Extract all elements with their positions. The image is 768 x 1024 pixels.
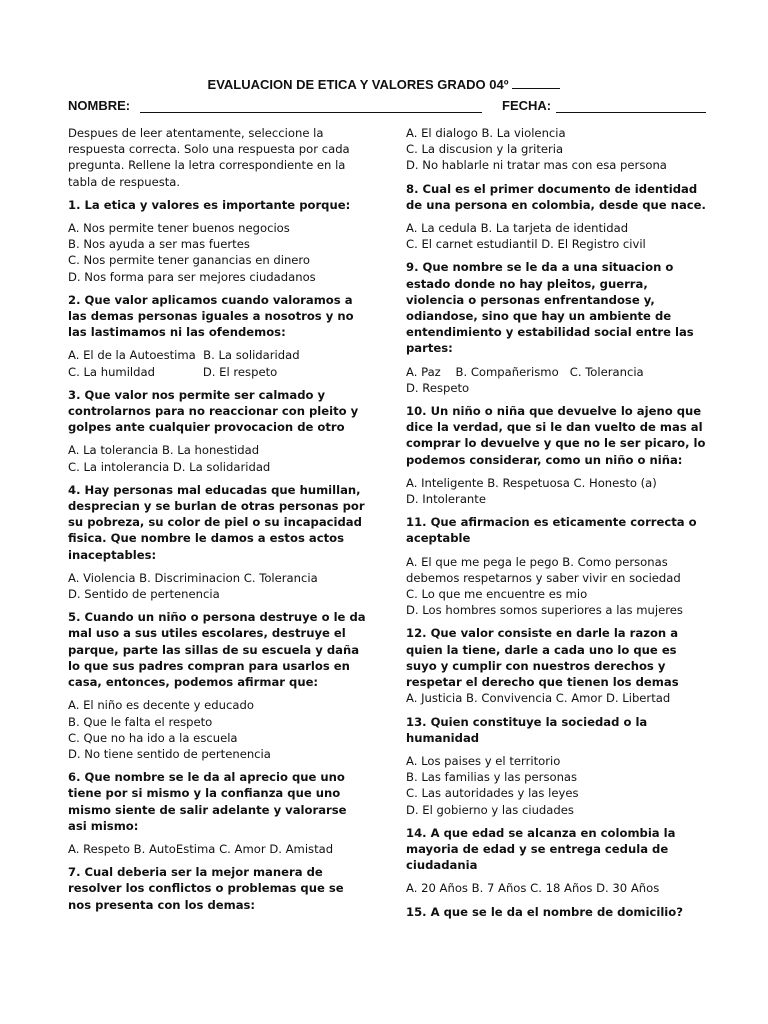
question-4-options: [68, 570, 368, 602]
question-10-options: [406, 475, 710, 507]
option: A. La cedula B. La tarjeta de identidad: [406, 221, 629, 236]
right-column: [406, 125, 710, 927]
question-14-options: [406, 880, 710, 896]
option: C. Las autoridades y las leyes: [406, 786, 579, 801]
option: C. Lo que me encuentre es mio: [406, 587, 588, 602]
question-12: 12. Que valor consiste en darle la razon a quien la tiene, darle a cada uno lo que es suyo y cumplir con nuestros derechos y respetar el derecho que tienen los demas: [406, 626, 679, 690]
option: A. Respeto B. AutoEstima C. Amor D. Amistad: [68, 841, 334, 856]
option: A. El que me pega le pego B. Como personas: [406, 554, 668, 569]
option: D. Respeto: [406, 380, 470, 395]
option: A. Los paises y el territorio: [406, 753, 561, 768]
question-9: 9. Que nombre se le da a una situacion o estado donde no hay pleitos, guerra, violencia o personas enfrentandose y, odiandose, sino que hay un ambiente de entendimiento y estabilidad social entre las partes:: [406, 260, 694, 356]
question-6: 6. Que nombre se le da al aprecio que uno tiene por si mismo y la confianza que uno mismo siente de salir adelante y valorarse asi mismo:: [68, 770, 347, 833]
option: C. El carnet estudiantil D. El Registro civil: [406, 237, 646, 252]
question-9-options: [406, 364, 710, 396]
option: D. Nos forma para ser mejores ciudadanos: [68, 269, 316, 284]
question-13: 13. Quien constituye la sociedad o la humanidad: [406, 714, 648, 745]
option: B. Nos ayuda a ser mas fuertes: [68, 237, 250, 252]
option: D. Los hombres somos superiores a las mujeres: [406, 603, 683, 618]
question-13-options: [406, 753, 710, 818]
question-7: 7. Cual deberia ser la mejor manera de resolver los conflictos o problemas que se nos presenta con los demas:: [68, 865, 344, 912]
question-8: 8. Cual es el primer documento de identidad de una persona en colombia, desde que nace.: [406, 181, 706, 212]
question-8-options: [406, 220, 710, 252]
date-label: FECHA:: [502, 98, 552, 113]
name-blank-line: [140, 112, 482, 113]
question-1-options: [68, 220, 368, 285]
question-11-options: [406, 554, 710, 619]
question-1: 1. La etica y valores es importante porque:: [68, 197, 351, 212]
left-column: [68, 125, 368, 920]
date-blank-line: [556, 112, 706, 113]
option: D. Sentido de pertenencia: [68, 587, 220, 602]
option: C. La humildad D. El respeto: [68, 364, 278, 379]
option: C. La intolerancia D. La solidaridad: [68, 459, 271, 474]
option: C. La discusion y la griteria: [406, 142, 564, 157]
exam-title-text: EVALUACION DE ETICA Y VALORES GRADO 04º: [207, 77, 509, 92]
question-5: 5. Cuando un niño o persona destruye o le da mal uso a sus utiles escolares, destruye el parque, parte las sillas de su escuela y daña lo que sus padres compran para usarlos en casa, entonces, podemos afirmar que:: [68, 610, 366, 690]
option: B. Que le falta el respeto: [68, 714, 213, 729]
option: A. 20 Años B. 7 Años C. 18 Años D. 30 Años: [406, 881, 660, 896]
option: D. No hablarle ni tratar mas con esa persona: [406, 158, 667, 173]
option: A. Inteligente B. Respetuosa C. Honesto (a): [406, 475, 657, 490]
question-10: 10. Un niño o niña que devuelve lo ajeno que dice la verdad, que si le dan vuelto de mas al comprar lo devuelve y que no le ser picaro, lo podemos considerar, como un niño o niña:: [406, 404, 706, 467]
option: debemos respetarnos y saber vivir en sociedad: [406, 570, 681, 585]
option: A. El de la Autoestima B. La solidaridad: [68, 348, 300, 363]
question-15: 15. A que se le da el nombre de domicilio?: [406, 904, 683, 919]
question-4: 4. Hay personas mal educadas que humillan, desprecian y se burlan de otras personas por su pobreza, su color de piel o su incapacidad fisica. Que nombre le damos a estos actos inaceptables:: [68, 482, 365, 562]
option: A. El dialogo B. La violencia: [406, 126, 566, 140]
question-5-options: [68, 697, 368, 762]
option: A. El niño es decente y educado: [68, 698, 254, 713]
option: A. Violencia B. Discriminacion C. Tolerancia: [68, 570, 318, 585]
option: D. No tiene sentido de pertenencia: [68, 746, 271, 761]
question-14: 14. A que edad se alcanza en colombia la mayoria de edad y se entrega cedula de ciudadania: [406, 825, 676, 873]
name-label: NOMBRE:: [68, 98, 131, 113]
option: A. La tolerancia B. La honestidad: [68, 443, 260, 458]
instructions: Despues de leer atentamente, seleccione la respuesta correcta. Solo una respuesta por cada pregunta. Rellene la letra correspondiente en la tabla de respuesta.: [68, 126, 350, 189]
question-2: 2. Que valor aplicamos cuando valoramos a las demas personas iguales a nosotros y no las lastimamos ni las ofendemos:: [68, 292, 354, 340]
option: A. Nos permite tener buenos negocios: [68, 221, 290, 236]
question-11: 11. Que afirmacion es eticamente correcta o aceptable: [406, 515, 697, 546]
option: B. Las familias y las personas: [406, 770, 578, 785]
question-2-options: [68, 347, 368, 379]
question-6-options: [68, 841, 368, 857]
question-12-options: [406, 690, 710, 706]
option: A. Paz B. Compañerismo C. Tolerancia: [406, 364, 644, 379]
question-3-options: [68, 442, 368, 474]
option: A. Justicia B. Convivencia C. Amor D. Libertad: [406, 691, 671, 706]
grade-blank-line: [512, 76, 560, 89]
question-3: 3. Que valor nos permite ser calmado y controlarnos para no reaccionar con pleito y golpes ante cualquier provocacion de otro: [68, 387, 359, 435]
option: C. Que no ha ido a la escuela: [68, 730, 238, 745]
option: D. El gobierno y las ciudades: [406, 802, 574, 817]
option: D. Intolerante: [406, 492, 486, 507]
option: C. Nos permite tener ganancias en dinero: [68, 253, 311, 268]
exam-title: [0, 76, 768, 92]
question-7-options: [406, 125, 710, 174]
